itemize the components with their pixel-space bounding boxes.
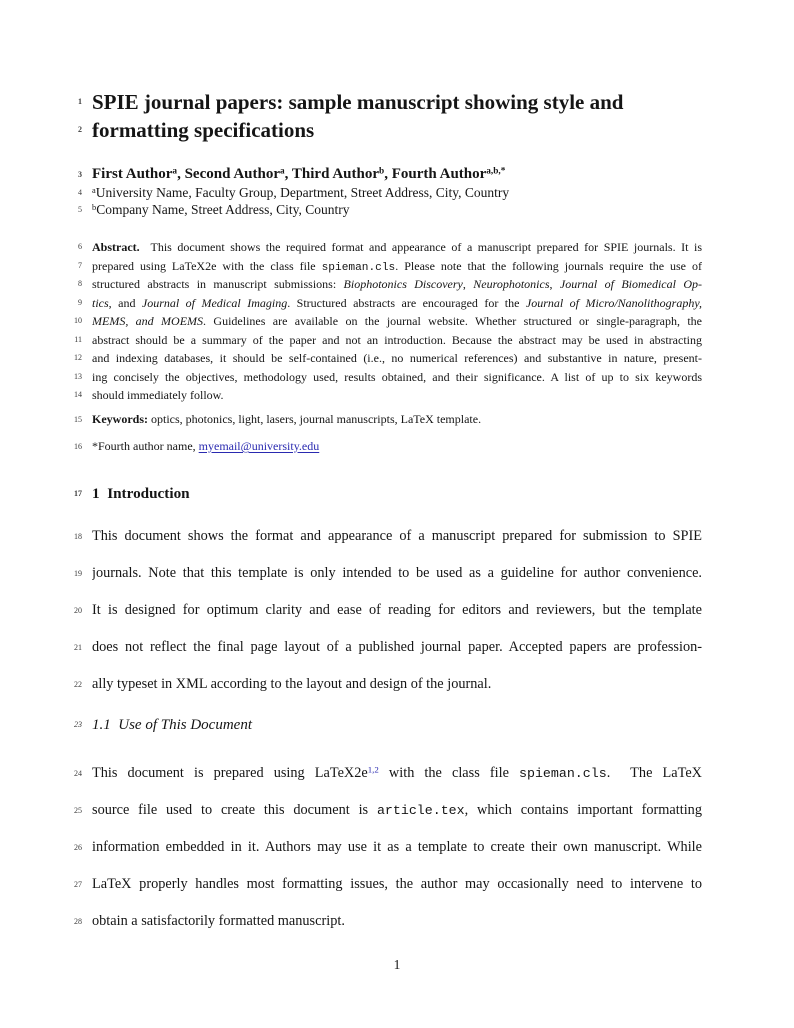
body-line: [92, 592, 702, 629]
line-number: 16: [74, 441, 82, 451]
doc-line: [78, 238, 702, 257]
italic-text: 1.1 Use of This Document: [92, 716, 252, 733]
doc-line: [78, 257, 702, 276]
line-number: 24: [74, 768, 82, 778]
affiliation-superscript: a,b,*: [486, 166, 506, 177]
body-line: [92, 629, 702, 666]
doc-line: [74, 715, 702, 735]
text-run: ing concisely the objectives, methodology used, results obtained, and their significance. A list of up to six keywords: [92, 369, 702, 384]
line-number: 7: [78, 260, 82, 270]
text-run: It is designed for optimum clarity and ease of reading for editors and reviewers, but the template: [92, 601, 702, 618]
line-number: 13: [74, 371, 82, 381]
page-number: 1: [393, 956, 401, 972]
text-run: obtain a satisfactorily formatted manuscript.: [92, 912, 345, 929]
keywords-line: [92, 410, 702, 429]
doc-line: [74, 518, 702, 555]
line-number: 5: [78, 205, 82, 214]
text-run: SPIE journal papers: sample manuscript showing style and: [92, 90, 624, 114]
body-line: [92, 755, 702, 792]
line-number: 1: [78, 97, 82, 106]
line-number: 9: [78, 297, 82, 307]
text-run: journals. Note that this template is only intended to be used as a guideline for author convenience.: [92, 564, 702, 581]
line-number: 8: [78, 279, 82, 288]
text-run: optics, photonics, light, lasers, journal manuscripts, LaTeX template.: [148, 411, 482, 426]
abstract-line: [92, 349, 702, 368]
doc-line: [74, 866, 702, 903]
italic-text: Journal of Micro/Nanolithography,: [525, 295, 702, 310]
line-number: 18: [74, 531, 82, 541]
code-text: article.tex: [376, 802, 465, 818]
text-run: University Name, Faculty Group, Department, Street Address, City, Country: [95, 185, 510, 200]
text-run: LaTeX properly handles most formatting issues, the author may occasionally need to intervene to: [92, 875, 702, 892]
text-run: source file used to create this document is: [92, 801, 377, 818]
doc-line: [78, 294, 702, 313]
abstract-line: [92, 368, 702, 387]
italic-text: tics: [92, 295, 109, 310]
affiliation-line-b: [92, 201, 702, 218]
text-run: . Please note that the following journals require the use of: [395, 258, 702, 273]
subsection-heading-use-of-document: [92, 715, 702, 735]
paper-title-line-2: [92, 116, 702, 144]
text-run: does not reflect the final page layout of a published journal paper. Accepted papers are profession-: [92, 638, 702, 655]
text-run: ,: [462, 277, 474, 291]
citation-superscript[interactable]: 1,2: [367, 764, 379, 775]
line-number: 17: [74, 488, 82, 498]
doc-line: [74, 484, 702, 504]
text-run: ally typeset in XML according to the layout and design of the journal.: [92, 675, 492, 692]
bold-text: 1 Introduction: [92, 484, 190, 502]
line-number: 4: [78, 188, 82, 197]
text-run: formatting specifications: [92, 118, 315, 142]
doc-line: [74, 592, 702, 629]
doc-line: [74, 903, 702, 940]
bold-text: First Author: [92, 166, 173, 182]
bold-text: Abstract.: [92, 240, 140, 254]
text-run: , and: [108, 295, 142, 310]
affiliation-superscript: a: [92, 185, 96, 195]
italic-text: Biophotonics Discovery: [343, 277, 463, 291]
doc-line: [74, 312, 702, 331]
line-number: 25: [74, 805, 82, 815]
line-number: 10: [74, 316, 82, 325]
doc-line: [78, 275, 702, 294]
italic-text: Neurophotonics: [473, 277, 550, 291]
text-run: , which contains important formatting: [464, 801, 702, 818]
body-line: [92, 829, 702, 866]
body-line: [92, 666, 702, 703]
text-run: information embedded in it. Authors may use it as a template to create their own manuscript. While: [92, 838, 702, 855]
doc-line: [74, 349, 702, 368]
abstract-line: [92, 294, 702, 313]
doc-line: [74, 792, 702, 829]
line-number: 22: [74, 679, 82, 689]
body-line: [92, 792, 702, 829]
doc-line: [78, 116, 702, 144]
line-number: 2: [78, 125, 82, 134]
line-number: 15: [74, 414, 82, 424]
bold-text: , Third Author: [284, 166, 380, 182]
bold-text: , Fourth Author: [384, 166, 487, 182]
affiliation-superscript: b: [92, 202, 97, 212]
line-number: 6: [78, 242, 82, 251]
text-run: prepared using LaTeX2e with the class file: [92, 258, 322, 273]
bold-text: , Second Author: [177, 166, 281, 182]
text-run: . Structured abstracts are encouraged for the: [287, 295, 526, 310]
text-run: This document shows the format and appearance of a manuscript prepared for submission to SPIE: [92, 527, 702, 544]
text-run: . The LaTeX: [606, 764, 702, 781]
doc-line: [74, 410, 702, 429]
manuscript-content: [74, 88, 702, 974]
abstract-line: [92, 331, 702, 350]
line-number: 14: [74, 390, 82, 399]
text-run: . Guidelines are available on the journal website. Whether structured or single-paragraph, the: [203, 314, 702, 328]
doc-line: [78, 88, 702, 116]
doc-line: [74, 555, 702, 592]
line-number: 11: [74, 334, 82, 344]
text-run: Company Name, Street Address, City, Country: [96, 202, 350, 217]
text-run: ,: [549, 277, 560, 291]
abstract-line: [92, 312, 702, 331]
bold-text: Keywords:: [92, 411, 148, 426]
correspondence-line: [92, 437, 702, 456]
code-text: spieman.cls: [321, 261, 396, 274]
affiliation-superscript: a: [172, 166, 178, 177]
line-number: 26: [74, 842, 82, 852]
line-number: 27: [74, 879, 82, 889]
doc-line: [78, 184, 702, 201]
affiliation-line-a: [92, 184, 702, 201]
body-line: [92, 518, 702, 555]
doc-line: [78, 201, 702, 218]
doc-line: [74, 368, 702, 387]
code-text: spieman.cls: [519, 765, 607, 781]
abstract-line: [92, 386, 702, 405]
line-number: 21: [74, 642, 82, 652]
line-number: 23: [74, 719, 82, 729]
line-number: 20: [74, 605, 82, 615]
abstract-line: [92, 257, 702, 276]
body-line: [92, 866, 702, 903]
text-run: *Fourth author name,: [92, 438, 199, 453]
affiliation-superscript: a: [280, 166, 285, 177]
body-line: [92, 555, 702, 592]
text-run: and indexing databases, it should be self-contained (i.e., no numerical references) and substantive in nature, present-: [92, 351, 702, 365]
doc-line: [74, 666, 702, 703]
italic-text: MEMS, and MOEMS: [92, 314, 204, 328]
text-run: should immediately follow.: [92, 388, 224, 402]
line-number: 12: [74, 353, 82, 362]
email-link[interactable]: myemail@university.edu: [198, 438, 320, 453]
doc-line: [74, 829, 702, 866]
doc-line: [74, 437, 702, 456]
doc-line: [74, 386, 702, 405]
text-run: This document is prepared using LaTeX2e: [92, 764, 368, 781]
line-number: 19: [74, 568, 82, 578]
doc-line: [78, 165, 702, 184]
text-run: This document shows the required format and appearance of a manuscript prepared for SPIE journals. It is: [139, 240, 702, 254]
doc-line: [74, 755, 702, 792]
line-number: 28: [74, 916, 82, 926]
italic-text: Journal of Medical Imaging: [141, 295, 288, 310]
text-run: structured abstracts in manuscript submissions:: [92, 277, 344, 291]
text-run: abstract should be a summary of the paper and not an introduction. Because the abstract may be used in abstracting: [92, 332, 702, 347]
doc-line: [74, 331, 702, 350]
paper-title-line-1: [92, 88, 702, 116]
authors-line: [92, 165, 702, 184]
line-number: 3: [78, 170, 82, 179]
abstract-line: [92, 275, 702, 294]
body-line: [92, 903, 702, 940]
affiliation-superscript: b: [379, 166, 385, 177]
section-heading-introduction: [92, 484, 702, 504]
italic-text: Journal of Biomedical Op-: [559, 277, 702, 291]
text-run: with the class file: [378, 764, 520, 781]
doc-line: [74, 629, 702, 666]
abstract-line: [92, 238, 702, 257]
